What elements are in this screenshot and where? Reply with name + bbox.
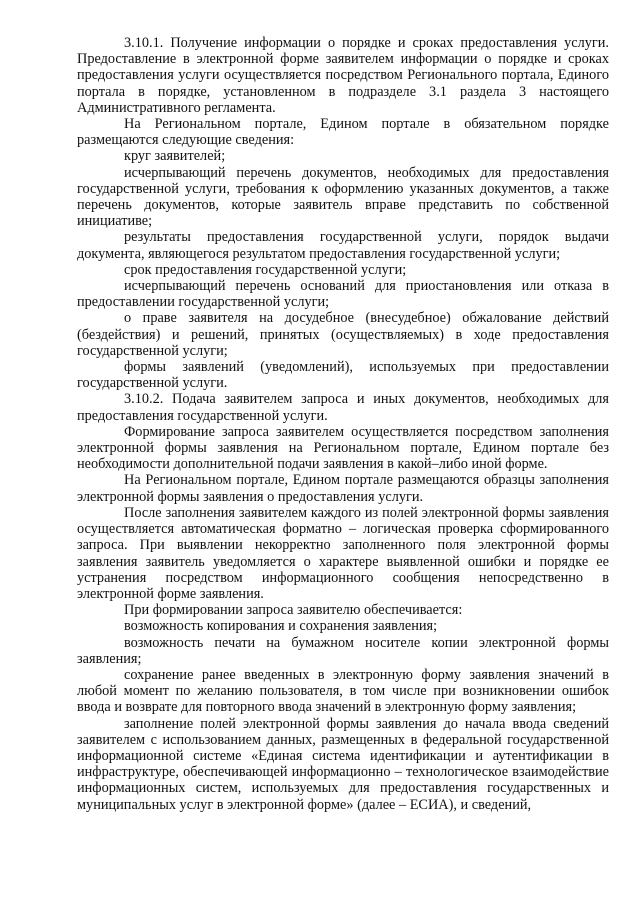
- paragraph-portal-info-intro: На Региональном портале, Едином портале в обязательном порядке размещаются следующие сведения:: [77, 116, 609, 149]
- list-item-documents: исчерпывающий перечень документов, необходимых для предоставления государственной услуги, требования к оформлению указанных документов, а также перечень документов, которые заявитель вправе представить по собственной инициативе;: [77, 164, 609, 230]
- paragraph-3-10-1: 3.10.1. Получение информации о порядке и сроках предоставления услуги. Предоставление в электронной форме заявителем информации о порядке и сроках предоставления услуги осуществляется посредством Регионального портала, Единого портала в порядке, установленном в подразделе 3.1 раздела 3 настоящего Административного регламента.: [77, 35, 609, 116]
- list-item-grounds: исчерпывающий перечень оснований для приостановления или отказа в предоставлении государственной услуги;: [77, 278, 609, 311]
- list-item-results: результаты предоставления государственной услуги, порядок выдачи документа, являющегося результатом предоставления государственной услуги;: [77, 229, 609, 262]
- list-item-forms: формы заявлений (уведомлений), используемых при предоставлении государственной услуги.: [77, 359, 609, 392]
- list-item-copy-save: возможность копирования и сохранения заявления;: [124, 618, 438, 635]
- paragraph-request-forming: Формирование запроса заявителем осуществляется посредством заполнения электронной формы заявления на Региональном портале, Едином портале без необходимости дополнительной подачи заявления в какой–либо иной форме.: [77, 423, 609, 473]
- document-page: [77, 35, 609, 813]
- list-item-print: возможность печати на бумажном носителе копии электронной формы заявления;: [77, 634, 609, 667]
- list-item-term: срок предоставления государственной услуги;: [124, 261, 407, 278]
- paragraph-samples: На Региональном портале, Едином портале размещаются образцы заполнения электронной формы заявления о предоставления услуги.: [77, 472, 609, 505]
- paragraph-3-10-2: 3.10.2. Подача заявителем запроса и иных документов, необходимых для предоставления государственной услуги.: [77, 391, 609, 424]
- list-item-appeal: о праве заявителя на досудебное (внесудебное) обжалование действий (бездействия) и решений, принятых (осуществляемых) в ходе предоставления государственной услуги;: [77, 310, 609, 359]
- list-item-applicants: круг заявителей;: [124, 148, 226, 165]
- list-item-prefill: заполнение полей электронной формы заявления до начала ввода сведений заявителем с использованием данных, размещенных в федеральной государственной информационной системе «Единая система идентификации и аутентификации в инфраструктуре, обеспечивающей информационно – технологическое взаимодействие информационных систем, используемых для предоставления государственных и муниципальных услуг в электронной форме» (далее – ЕСИА), и сведений,: [77, 715, 609, 813]
- list-item-save-values: сохранение ранее введенных в электронную форму заявления значений в любой момент по желанию пользователя, в том числе при возникновении ошибок ввода и возврате для повторного ввода значений в электронную форму заявления;: [77, 666, 609, 716]
- paragraph-provided-intro: При формировании запроса заявителю обеспечивается:: [124, 602, 463, 619]
- paragraph-validation: После заполнения заявителем каждого из полей электронной формы заявления осуществляется автоматическая форматно – логическая проверка сформированного запроса. При выявлении некорректно заполненного поля электронной формы заявления заявитель уведомляется о характере выявленной ошибки и порядке ее устранения посредством информационного сообщения непосредственно в электронной форме заявления.: [77, 504, 609, 602]
